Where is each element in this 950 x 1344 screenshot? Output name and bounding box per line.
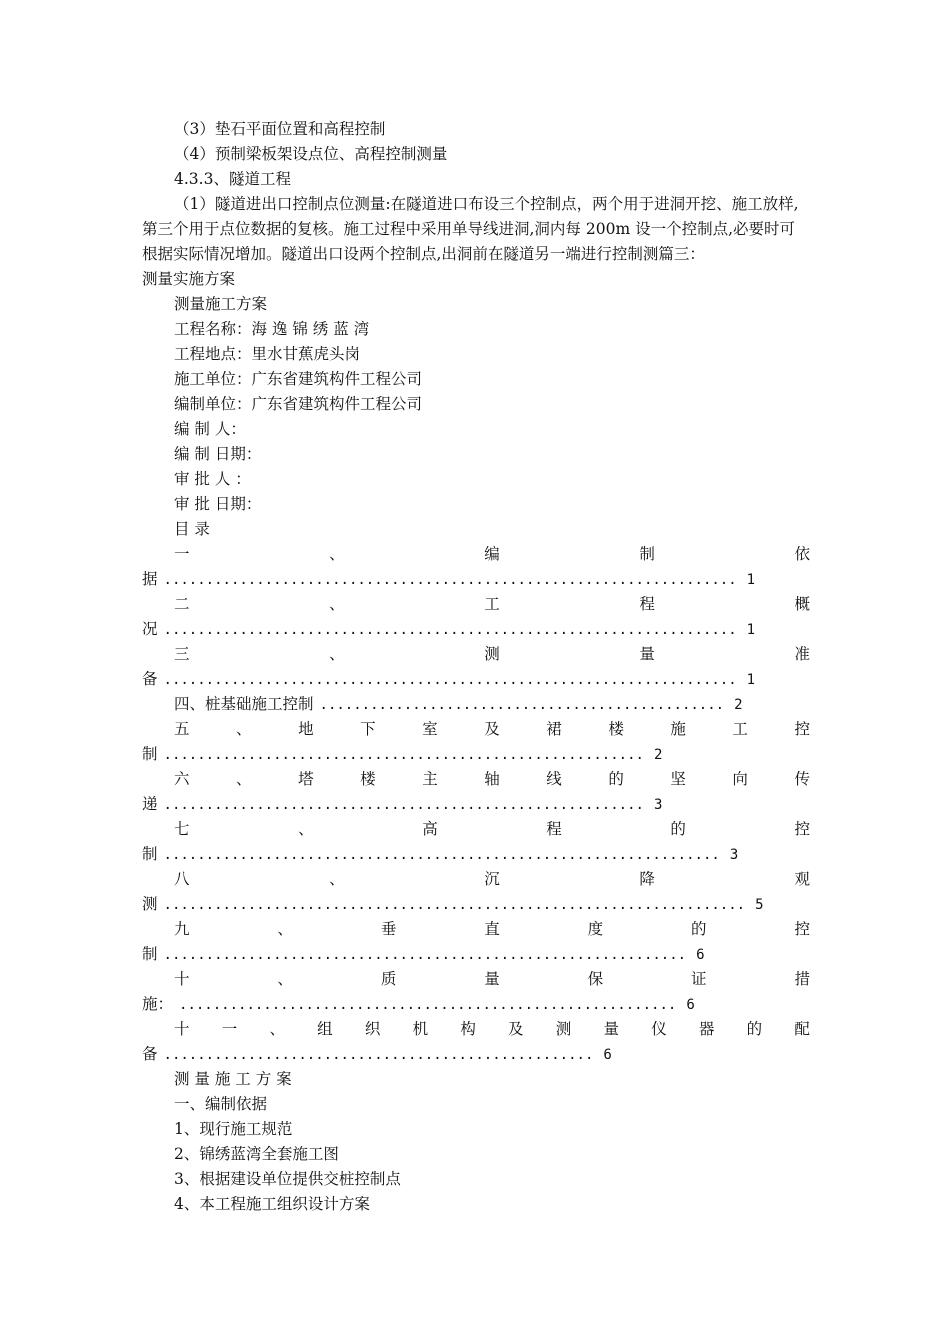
toc-title-char: 、 [236,770,252,788]
table-of-contents [142,542,810,1067]
toc-entry[interactable] [142,867,810,917]
item-precast-beam-survey: （4）预制梁板架设点位、高程控制测量 [174,145,448,163]
toc-leader-dots: .................................................................. [163,847,720,863]
toc-title-char: 量 [603,1020,619,1038]
toc-title-char: 测 [555,1020,572,1038]
toc-title-char: 地 [298,720,314,738]
toc-title-char: 二 [174,595,190,613]
toc-title-char: 降 [639,870,655,888]
toc-title-char: 况 [142,620,158,638]
toc-title-char: 备 [142,670,158,688]
toc-entry-head [142,967,810,992]
toc-title-char: 五 [174,720,190,738]
toc-title-char: 轴 [484,770,500,788]
toc-title-char: 测 [484,645,500,663]
toc-title-char: 证 [691,970,707,988]
toc-title-char: 楼 [608,720,624,738]
toc-entry-head [142,542,810,567]
cover-contractor: 施工单位：广东省建筑构件工程公司 [174,370,423,388]
toc-title-char: 工 [484,595,500,613]
basis-item: 1、现行施工规范 [174,1120,293,1138]
basis-item: 4、本工程施工组织设计方案 [174,1195,370,1213]
toc-entry-tail [142,742,810,767]
toc-entry-tail [142,1042,810,1067]
toc-title-char: 室 [422,720,438,738]
toc-title-char: 措 [794,970,810,988]
toc-title-char: 、 [236,720,252,738]
toc-title-char: 织 [364,1020,381,1038]
cover-location: 工程地点：里水甘蕉虎头岗 [174,345,361,363]
toc-title-char: 器 [698,1020,715,1038]
toc-page-number: 3 [729,847,739,863]
toc-entry[interactable] [142,1017,810,1067]
toc-leader-dots: .................................................................... [163,622,737,638]
toc-entry[interactable] [142,817,810,867]
toc-title: 目 录 [174,520,210,538]
heading-tunnel-works: 4.3.3、隧道工程 [174,170,291,188]
toc-title-char: 、 [277,920,293,938]
toc-page-number: 3 [653,797,663,813]
toc-entry[interactable] [142,592,810,642]
cover-compiler: 编 制 人： [174,420,246,438]
toc-entry-line [142,692,810,717]
toc-title-char: 七 [174,820,190,838]
document-content [142,117,810,1217]
toc-entry-head [142,1017,810,1042]
item-bearing-stone-control: （3）垫石平面位置和高程控制 [174,120,386,138]
toc-title-char: 直 [484,920,500,938]
basis-item: 3、根据建设单位提供交桩控制点 [174,1170,401,1188]
plan-title-line: 测量实施方案 [142,270,236,288]
toc-title-char: 九 [174,920,190,938]
toc-title-char: 、 [269,1020,285,1038]
toc-title-char: 观 [794,870,810,888]
toc-title-char: 及 [508,1020,524,1038]
cover-title: 测量施工方案 [174,295,268,313]
toc-title-char: 制 [142,845,158,863]
cover-approver: 审 批 人 ： [174,470,251,488]
toc-entry[interactable] [142,967,810,1017]
toc-title-char: 依 [794,545,810,563]
toc-leader-dots: ................................................... [163,1047,594,1063]
toc-title-char: 测 [142,895,158,913]
toc-entry-head [142,717,810,742]
toc-entry-head [142,592,810,617]
toc-title-char: 楼 [360,770,376,788]
toc-title-char: 、 [329,595,345,613]
toc-title-char: 制 [639,545,655,563]
toc-title-char: 控 [794,820,810,838]
toc-title-char: 八 [174,870,190,888]
toc-title-char: 据 [142,570,158,588]
toc-title-char: 沉 [484,870,500,888]
toc-title-char: 仪 [651,1020,667,1038]
toc-entry-title: 四、桩基础施工控制 [174,695,314,713]
toc-page-number: 1 [746,622,756,638]
toc-title-char: 的 [691,920,707,938]
toc-entry[interactable] [142,692,810,717]
toc-title-char: 度 [587,920,604,938]
toc-title-char: 三 [174,645,190,663]
toc-title-char: 组 [317,1020,333,1038]
toc-entry-tail [142,617,810,642]
toc-title-char: 的 [670,820,686,838]
toc-title-char: 制 [142,945,158,963]
toc-leader-dots: ......................................................... [163,747,644,763]
toc-title-char: 构 [460,1020,476,1038]
toc-leader-dots: ........................................................... [179,997,677,1013]
toc-title-char: 十 [174,970,190,988]
toc-title-char: 、 [298,820,314,838]
cover-compiler-unit: 编制单位：广东省建筑构件工程公司 [174,395,423,413]
toc-entry-tail [142,892,810,917]
section-compilation-basis: 一、编制依据 [174,1095,268,1113]
toc-title-char: 、 [329,545,345,563]
cover-compile-date: 编 制 日期： [174,445,262,463]
toc-leader-dots: ......................................................... [163,797,644,813]
toc-page-number: 6 [686,997,695,1013]
toc-entry-tail [142,567,810,592]
toc-entry[interactable] [142,917,810,967]
toc-leader-dots: .................................................................... [163,572,737,588]
toc-title-char: 机 [412,1020,429,1038]
toc-title-char: 编 [484,545,500,563]
toc-title-char: 工 [732,720,748,738]
cover-project-name: 工程名称：海 逸 锦 绣 蓝 湾 [174,320,370,338]
toc-title-char: 传 [794,770,810,788]
toc-page-number: 6 [603,1047,612,1063]
toc-entry-tail [142,792,810,817]
toc-title-char: 塔 [298,770,314,788]
toc-page-number: 5 [755,897,764,913]
toc-entry-tail [142,667,810,692]
toc-page-number: 1 [746,572,756,588]
toc-entry-tail [142,942,810,967]
toc-title-char: 线 [546,770,562,788]
toc-title-char: 量 [484,970,500,988]
toc-title-char: 裙 [546,720,562,738]
toc-entry[interactable] [142,717,810,767]
toc-leader-dots: .................................................................... [163,672,737,688]
toc-title-char: 备 [142,1045,158,1063]
toc-title-char: 向 [732,770,748,788]
toc-entry-head [142,917,810,942]
toc-title-char: 程 [639,595,655,613]
toc-title-char: 下 [360,720,376,738]
toc-title-char: 施： [142,995,174,1013]
toc-entry[interactable] [142,542,810,592]
toc-entry[interactable] [142,767,810,817]
toc-page-number: 2 [653,747,663,763]
toc-title-char: 坚 [670,770,686,788]
toc-entry-head [142,642,810,667]
toc-title-char: 高 [422,820,438,838]
toc-title-char: 递 [142,795,158,813]
toc-leader-dots: ..................................................................... [163,897,746,913]
toc-title-char: 、 [329,870,345,888]
toc-entry-tail [142,992,810,1017]
toc-title-char: 的 [608,770,624,788]
toc-entry-head [142,767,810,792]
toc-title-char: 准 [794,645,810,663]
toc-title-char: 六 [174,770,190,788]
toc-entry-head [142,867,810,892]
toc-title-char: 垂 [380,920,397,938]
toc-title-char: 质 [380,970,397,988]
toc-title-char: 量 [639,645,655,663]
toc-title-char: 配 [794,1020,810,1038]
toc-leader-dots: ................................................ [319,697,725,713]
toc-leader-dots: .............................................................. [163,947,687,963]
basis-item: 2、锦绣蓝湾全套施工图 [174,1145,339,1163]
toc-title-char: 主 [422,770,438,788]
toc-title-char: 、 [329,645,345,663]
toc-page-number: 1 [746,672,756,688]
toc-title-char: 控 [794,920,810,938]
toc-page-number: 2 [734,697,743,713]
toc-title-char: 一 [174,545,190,563]
toc-title-char: 保 [587,970,604,988]
toc-title-char: 及 [484,720,500,738]
toc-title-char: 制 [142,745,158,763]
toc-entry-head [142,817,810,842]
toc-title-char: 施 [670,720,686,738]
cover-approve-date: 审 批 日期： [174,495,262,513]
toc-title-char: 概 [794,595,810,613]
toc-entry[interactable] [142,642,810,692]
paragraph-tunnel-control: （1）隧道进出口控制点位测量:在隧道进口布设三个控制点，两个用于进洞开挖、施工放样,第三个用于点位数据的复核。施工过程中采用单导线进洞,洞内每 200m 设一个控制点,必要时可根据实际情况增加。隧道出口设两个控制点,出洞前在隧道另一端进行控制测篇三： [142,195,799,263]
toc-title-char: 、 [277,970,293,988]
toc-title-char: 控 [794,720,810,738]
toc-title-char: 十 [174,1020,190,1038]
toc-entry-tail [142,842,810,867]
toc-title-char: 程 [546,820,562,838]
toc-title-char: 一 [221,1020,238,1038]
toc-title-char: 的 [746,1020,763,1038]
body-title: 测 量 施 工 方 案 [174,1070,292,1088]
toc-page-number: 6 [696,947,705,963]
